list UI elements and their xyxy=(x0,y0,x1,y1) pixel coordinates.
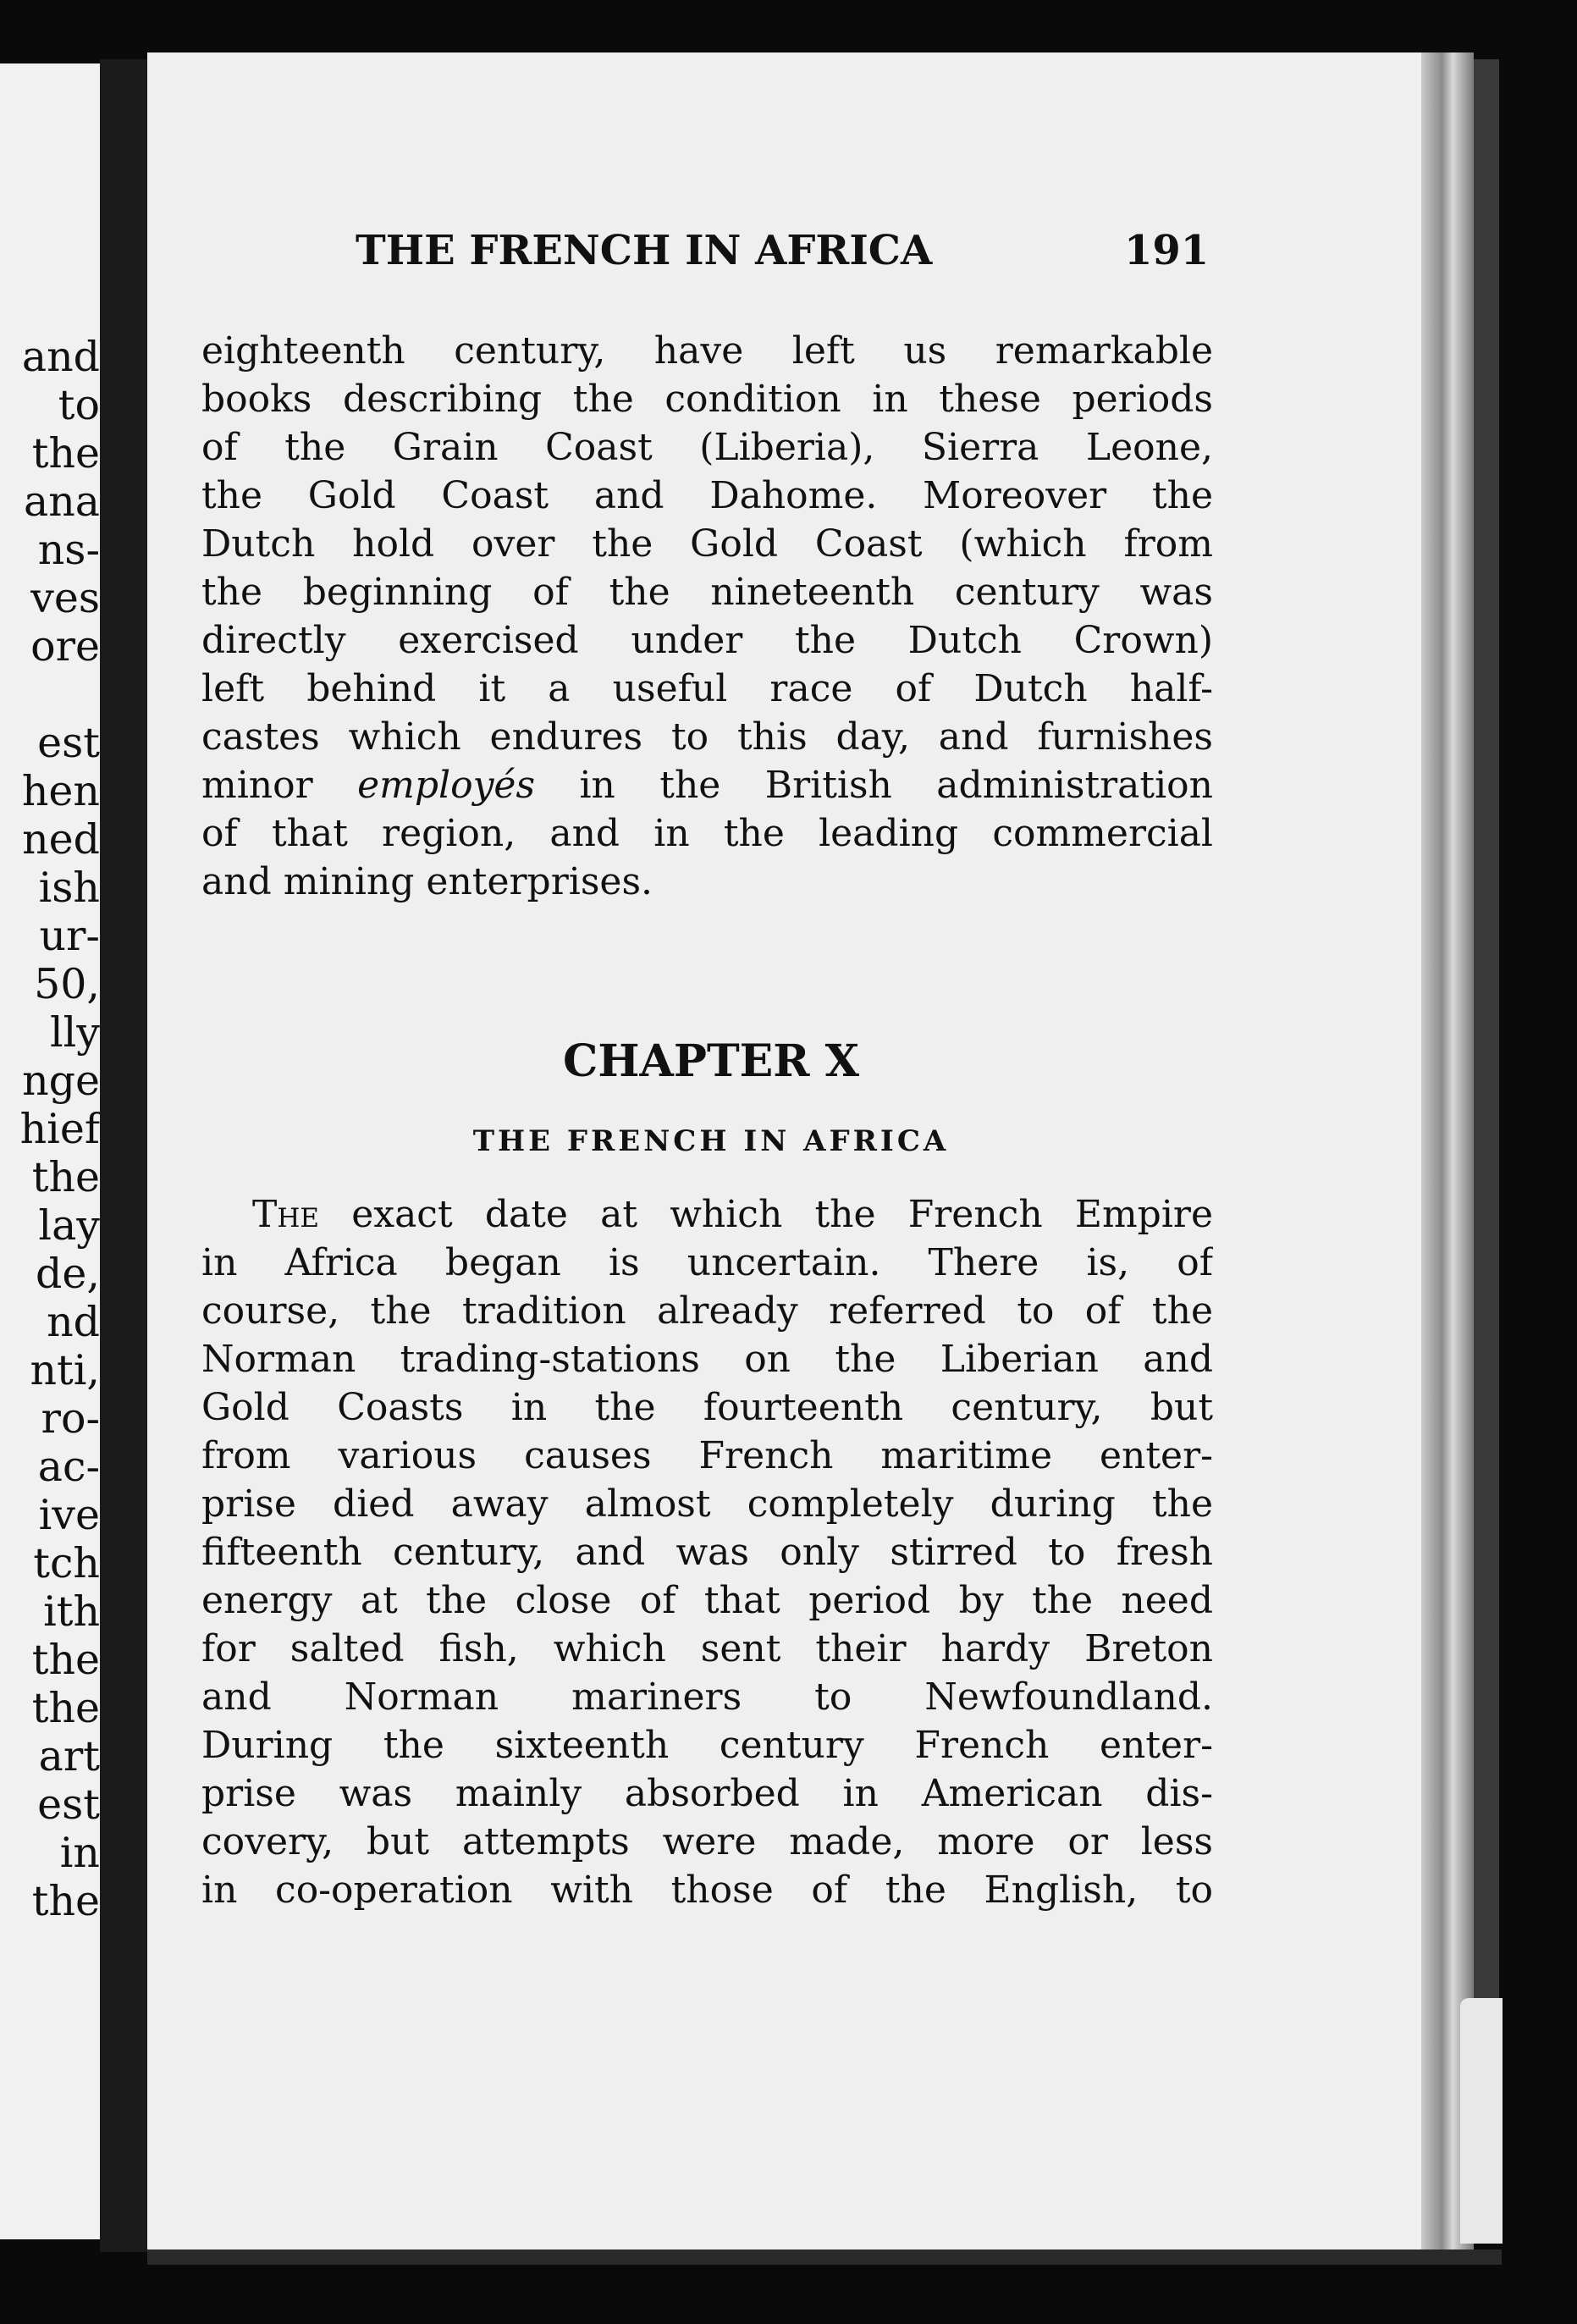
paragraph-continued xyxy=(201,327,1213,906)
text-line: and mining enterprises. xyxy=(201,860,653,903)
chapter-heading: CHAPTER X xyxy=(563,1035,859,1087)
left-page-fragment: the xyxy=(31,1153,100,1201)
text-line: in Africa began is uncertain. There is, of xyxy=(201,1241,1213,1284)
text-line: of that region, and in the leading commercial xyxy=(201,812,1213,855)
left-page-fragment: and xyxy=(21,333,100,381)
running-header xyxy=(356,227,1210,274)
left-page-fragment: ned xyxy=(22,815,100,864)
text-line: the beginning of the nineteenth century was xyxy=(201,571,1213,614)
left-page-fragment: nti, xyxy=(30,1346,100,1394)
text-line-rest: in the British administration xyxy=(579,764,1213,807)
left-page-fragment: ith xyxy=(43,1587,100,1636)
text-line: Dutch hold over the Gold Coast (which from xyxy=(201,522,1213,566)
left-facing-page xyxy=(0,63,100,2239)
left-page-fragment: in xyxy=(59,1829,100,1877)
left-page-fragment: ore xyxy=(30,622,100,671)
page-tab xyxy=(1460,1998,1503,2244)
text-line: energy at the close of that period by the need xyxy=(201,1579,1213,1622)
left-page-fragment: est xyxy=(37,1780,100,1829)
text-line: covery, but attempts were made, more or less xyxy=(201,1820,1213,1863)
left-page-fragment: lly xyxy=(49,1008,100,1057)
chapter-subtitle: THE FRENCH IN AFRICA xyxy=(472,1124,950,1158)
text-line-rest: exact date at which the French Empire xyxy=(351,1193,1213,1236)
running-header-title: THE FRENCH IN AFRICA xyxy=(356,227,933,274)
chapter-opening-paragraph xyxy=(201,1190,1213,1914)
left-page-fragments xyxy=(0,333,100,1925)
left-page-fragment: to xyxy=(58,381,100,429)
left-page-fragment: ro- xyxy=(41,1394,100,1443)
text-line: and Norman mariners to Newfoundland. xyxy=(201,1675,1213,1719)
text-line: the Gold Coast and Dahome. Moreover the xyxy=(201,474,1213,517)
text-line: directly exercised under the Dutch Crown) xyxy=(201,619,1213,662)
text-line: from various causes French maritime enter- xyxy=(201,1434,1213,1477)
book-gutter xyxy=(100,59,147,2252)
text-line: Gold Coasts in the fourteenth century, but xyxy=(201,1386,1213,1429)
left-page-fragment: ac- xyxy=(37,1443,100,1491)
text-line: During the sixteenth century French enter- xyxy=(201,1724,1213,1767)
text-line: books describing the condition in these periods xyxy=(201,378,1213,421)
left-page-fragment: tch xyxy=(33,1539,100,1587)
text-line: Norman trading-stations on the Liberian and xyxy=(201,1338,1213,1381)
text-line: course, the tradition already referred to of the xyxy=(201,1289,1213,1333)
italic-word: employés xyxy=(357,764,536,807)
left-page-fragment: 50, xyxy=(34,960,100,1008)
left-page-fragment: de, xyxy=(36,1250,100,1298)
text-line: eighteenth century, have left us remarkable xyxy=(201,329,1213,373)
left-page-fragment: the xyxy=(31,1684,100,1732)
left-page-fragment: art xyxy=(38,1732,100,1780)
left-page-fragment: ana xyxy=(24,477,100,526)
left-page-fragment: hen xyxy=(21,767,100,815)
text-line: of the Grain Coast (Liberia), Sierra Leone, xyxy=(201,426,1213,469)
bottom-shadow xyxy=(147,2249,1502,2265)
left-page-fragment: hief xyxy=(19,1105,100,1153)
text-line xyxy=(201,1190,1213,1239)
text-line: in co-operation with those of the English, to xyxy=(201,1869,1213,1912)
left-page-fragment xyxy=(0,671,100,719)
book-edge-shadow xyxy=(1474,59,1499,2244)
left-page-fragment: the xyxy=(31,1877,100,1925)
left-page-fragment: lay xyxy=(38,1201,100,1250)
left-page-fragment: est xyxy=(37,719,100,767)
left-page-fragment: nd xyxy=(47,1298,100,1346)
text-line: castes which endures to this day, and furnishes xyxy=(201,715,1213,759)
page-edge xyxy=(1421,52,1474,2249)
text-line: prise was mainly absorbed in American dis- xyxy=(201,1772,1213,1815)
left-page-fragment: ns- xyxy=(37,526,100,574)
opening-word: The xyxy=(252,1193,320,1236)
text-line: fifteenth century, and was only stirred to fresh xyxy=(201,1531,1213,1574)
text-line: for salted fish, which sent their hardy Breton xyxy=(201,1627,1213,1670)
left-page-fragment: ves xyxy=(30,574,100,622)
left-page-fragment: ive xyxy=(38,1491,100,1539)
page-number: 191 xyxy=(1124,227,1210,274)
left-page-fragment: ur- xyxy=(39,912,100,960)
text-line: left behind it a useful race of Dutch half- xyxy=(201,667,1213,710)
text-line-italic: minor employés in the British administration xyxy=(201,764,1213,807)
left-page-fragment: the xyxy=(31,1636,100,1684)
left-page-fragment: ish xyxy=(38,864,100,912)
left-page-fragment: nge xyxy=(22,1057,100,1105)
left-page-fragment: the xyxy=(31,429,100,477)
text-line: prise died away almost completely during the xyxy=(201,1482,1213,1526)
